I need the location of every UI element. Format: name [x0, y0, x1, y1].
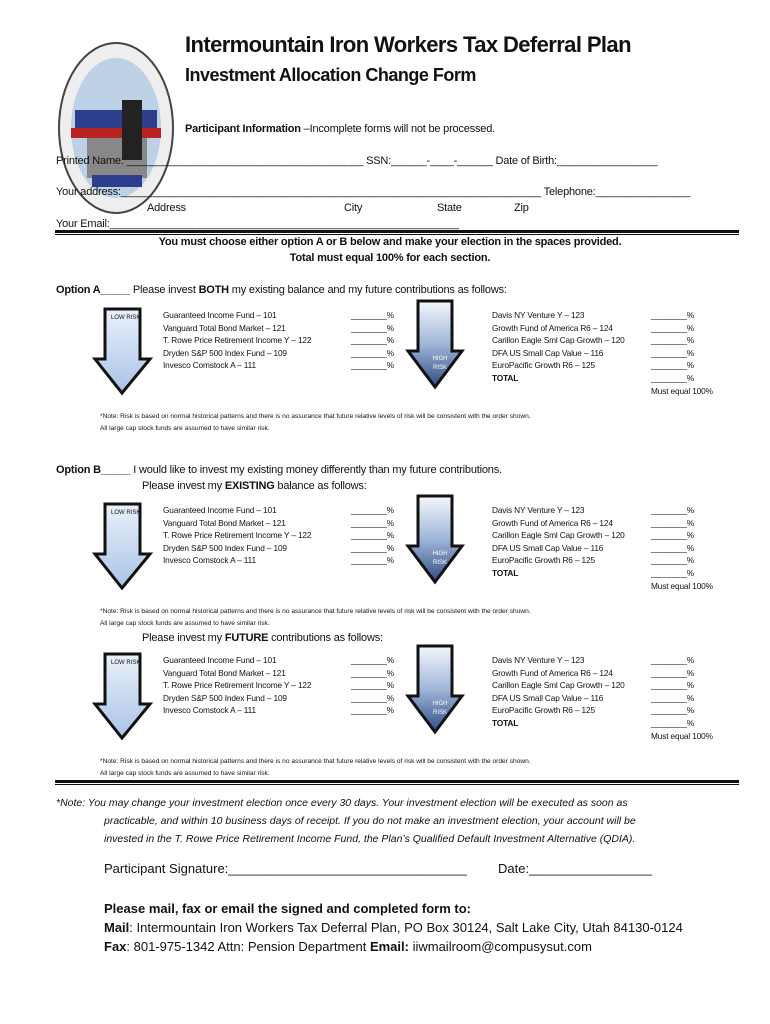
zip-label: Zip: [514, 202, 529, 214]
allocation-percent-field[interactable]: ________%: [651, 310, 694, 320]
risk-arrows: [90, 492, 490, 592]
state-label: State: [437, 202, 462, 214]
high-risk-label: HIGH RISK: [432, 356, 448, 371]
fund-name: Growth Fund of America R6 – 124: [492, 517, 613, 528]
high-risk-label: HIGH RISK: [432, 551, 448, 566]
fund-name: T. Rowe Price Retirement Income Y – 122: [163, 530, 312, 541]
must-equal-label: Must equal 100%: [651, 581, 713, 591]
allocation-percent-field[interactable]: ________%: [351, 680, 394, 691]
allocation-percent-field[interactable]: ________%: [351, 322, 394, 333]
option-a-text: Please invest: [130, 284, 199, 296]
risk-note: All large cap stock funds are assumed to have similar risk.: [100, 770, 270, 777]
fund-name: Dryden S&P 500 Index Fund – 109: [163, 692, 287, 703]
allocation-percent-field[interactable]: ________%: [351, 517, 394, 528]
fund-name: Carillon Eagle Sml Cap Growth – 120: [492, 335, 625, 346]
allocation-percent-field[interactable]: ________%: [651, 360, 694, 371]
allocation-percent-field[interactable]: ________%: [651, 655, 694, 665]
allocation-percent-field[interactable]: ________%: [351, 542, 394, 553]
allocation-percent-field[interactable]: ________%: [351, 347, 394, 358]
footer-note-1: *Note: You may change your investment election once every 30 days. Your investment election will be executed as soon as: [56, 797, 628, 809]
divider: [55, 230, 739, 235]
allocation-percent-field[interactable]: ________%: [351, 335, 394, 346]
form-title: Intermountain Iron Workers Tax Deferral Plan: [185, 32, 631, 57]
allocation-percent-field[interactable]: ________%: [651, 322, 694, 333]
allocation-percent-field[interactable]: ________%: [351, 310, 394, 320]
option-a[interactable]: [56, 284, 507, 296]
option-b-text: I would like to invest my existing money differently than my future contributions.: [130, 464, 502, 476]
fund-name: Vanguard Total Bond Market – 121: [163, 517, 286, 528]
fund-name: Dryden S&P 500 Index Fund – 109: [163, 347, 287, 358]
total-percent-field[interactable]: ________%: [651, 568, 694, 578]
total-label: TOTAL: [492, 373, 519, 383]
footer-note-3: invested in the T. Rowe Price Retirement Income Fund, the Plan’s Qualified Default Investment Alternative (QDIA).: [104, 833, 636, 845]
risk-arrows: [90, 297, 490, 397]
fund-name: Carillon Eagle Sml Cap Growth – 120: [492, 530, 625, 541]
participant-info-label: Participant Information: [185, 123, 301, 135]
mail-address: Mail: Intermountain Iron Workers Tax Deferral Plan, PO Box 30124, Salt Lake City, Utah 84130-0124: [104, 920, 683, 935]
allocation-percent-field[interactable]: ________%: [651, 667, 694, 678]
fund-name: Invesco Comstock A – 111: [163, 360, 256, 371]
fund-name: Growth Fund of America R6 – 124: [492, 667, 613, 678]
city-label: City: [344, 202, 363, 214]
risk-note: *Note: Risk is based on normal historical patterns and there is no assurance that future relative levels of risk will be consistent with the order shown.: [100, 413, 531, 420]
must-equal-label: Must equal 100%: [651, 386, 713, 396]
total-label: TOTAL: [492, 718, 519, 728]
option-b[interactable]: [56, 464, 502, 476]
allocation-percent-field[interactable]: ________%: [351, 530, 394, 541]
existing-heading: Please invest my EXISTING balance as follows:: [142, 480, 367, 492]
email-field[interactable]: Your Email:___________________________________________________________: [56, 218, 459, 230]
fund-name: DFA US Small Cap Value – 116: [492, 542, 604, 553]
email-address[interactable]: iiwmailroom@compusysut.com: [408, 939, 592, 954]
high-risk-arrow-icon: [408, 496, 462, 582]
allocation-percent-field[interactable]: ________%: [651, 542, 694, 553]
form-subtitle: Investment Allocation Change Form: [185, 65, 476, 85]
name-ssn-dob-fields[interactable]: Printed Name: ________________________________________ SSN:______-____-______ Date of Birth:_________________: [56, 155, 658, 167]
fund-name: DFA US Small Cap Value – 116: [492, 692, 604, 703]
total-percent-field[interactable]: ________%: [651, 373, 694, 383]
allocation-percent-field[interactable]: ________%: [351, 360, 394, 371]
fund-name: Growth Fund of America R6 – 124: [492, 322, 613, 333]
high-risk-arrow-icon: [408, 646, 462, 732]
participant-info-note: –Incomplete forms will not be processed.: [300, 123, 495, 135]
fund-name: Carillon Eagle Sml Cap Growth – 120: [492, 680, 625, 691]
allocation-percent-field[interactable]: ________%: [651, 555, 694, 566]
address-phone-fields[interactable]: Your address:_______________________________________________________________________ Telephone:________________: [56, 186, 691, 198]
fund-name: Guaranteed Income Fund – 101: [163, 655, 277, 665]
allocation-percent-field[interactable]: ________%: [651, 705, 694, 716]
instruction-2: Total must equal 100% for each section.: [289, 252, 491, 264]
allocation-percent-field[interactable]: ________%: [651, 692, 694, 703]
fund-name: Davis NY Venture Y – 123: [492, 655, 585, 665]
fund-name: Vanguard Total Bond Market – 121: [163, 667, 286, 678]
date-field[interactable]: Date:_________________: [498, 861, 652, 876]
option-a-label: Option A_____: [56, 284, 131, 296]
fund-name: Guaranteed Income Fund – 101: [163, 310, 277, 320]
risk-note: All large cap stock funds are assumed to have similar risk.: [100, 425, 270, 432]
allocation-percent-field[interactable]: ________%: [651, 347, 694, 358]
future-heading: Please invest my FUTURE contributions as follows:: [142, 632, 383, 644]
allocation-percent-field[interactable]: ________%: [651, 530, 694, 541]
low-risk-label: LOW RISK: [111, 510, 141, 516]
total-percent-field[interactable]: ________%: [651, 718, 694, 728]
fund-name: EuroPacific Growth R6 – 125: [492, 360, 595, 371]
risk-arrows: [90, 642, 490, 742]
allocation-percent-field[interactable]: ________%: [351, 655, 394, 665]
address-label: Address: [147, 202, 186, 214]
mailing-heading: Please mail, fax or email the signed and completed form to:: [104, 901, 471, 916]
allocation-percent-field[interactable]: ________%: [651, 505, 694, 515]
allocation-percent-field[interactable]: ________%: [351, 667, 394, 678]
fund-name: Invesco Comstock A – 111: [163, 705, 256, 716]
divider: [55, 780, 739, 785]
fund-name: Vanguard Total Bond Market – 121: [163, 322, 286, 333]
fund-name: Davis NY Venture Y – 123: [492, 310, 585, 320]
fund-name: Invesco Comstock A – 111: [163, 555, 256, 566]
risk-note: All large cap stock funds are assumed to have similar risk.: [100, 620, 270, 627]
risk-note: *Note: Risk is based on normal historical patterns and there is no assurance that future relative levels of risk will be consistent with the order shown.: [100, 758, 531, 765]
option-a-text-end: my existing balance and my future contributions as follows:: [228, 284, 507, 296]
fund-name: T. Rowe Price Retirement Income Y – 122: [163, 335, 312, 346]
risk-note: *Note: Risk is based on normal historical patterns and there is no assurance that future relative levels of risk will be consistent with the order shown.: [100, 608, 531, 615]
fund-name: EuroPacific Growth R6 – 125: [492, 705, 595, 716]
low-risk-label: LOW RISK: [111, 315, 141, 321]
signature-field[interactable]: Participant Signature:_________________________________: [104, 861, 467, 876]
instruction-1: You must choose either option A or B below and make your election in the spaces provided.: [158, 236, 622, 248]
high-risk-arrow-icon: [408, 301, 462, 387]
total-label: TOTAL: [492, 568, 519, 578]
fund-name: Guaranteed Income Fund – 101: [163, 505, 277, 515]
allocation-percent-field[interactable]: ________%: [351, 505, 394, 515]
footer-note-2: practicable, and within 10 business days of receipt. If you do not make an investment election, your account will be: [104, 815, 636, 827]
fund-name: DFA US Small Cap Value – 116: [492, 347, 604, 358]
allocation-percent-field[interactable]: ________%: [651, 517, 694, 528]
allocation-percent-field[interactable]: ________%: [351, 555, 394, 566]
must-equal-label: Must equal 100%: [651, 731, 713, 741]
fund-name: Davis NY Venture Y – 123: [492, 505, 585, 515]
allocation-percent-field[interactable]: ________%: [351, 692, 394, 703]
allocation-percent-field[interactable]: ________%: [651, 680, 694, 691]
option-a-bold: BOTH: [198, 284, 229, 296]
high-risk-label: HIGH RISK: [432, 701, 448, 716]
allocation-percent-field[interactable]: ________%: [351, 705, 394, 716]
fax-email: Fax: 801-975-1342 Attn: Pension Department Email: iiwmailroom@compusysut.com: [104, 939, 592, 954]
option-b-label: Option B_____: [56, 464, 131, 476]
low-risk-label: LOW RISK: [111, 660, 141, 666]
fund-name: Dryden S&P 500 Index Fund – 109: [163, 542, 287, 553]
fund-name: EuroPacific Growth R6 – 125: [492, 555, 595, 566]
allocation-percent-field[interactable]: ________%: [651, 335, 694, 346]
fund-name: T. Rowe Price Retirement Income Y – 122: [163, 680, 312, 691]
